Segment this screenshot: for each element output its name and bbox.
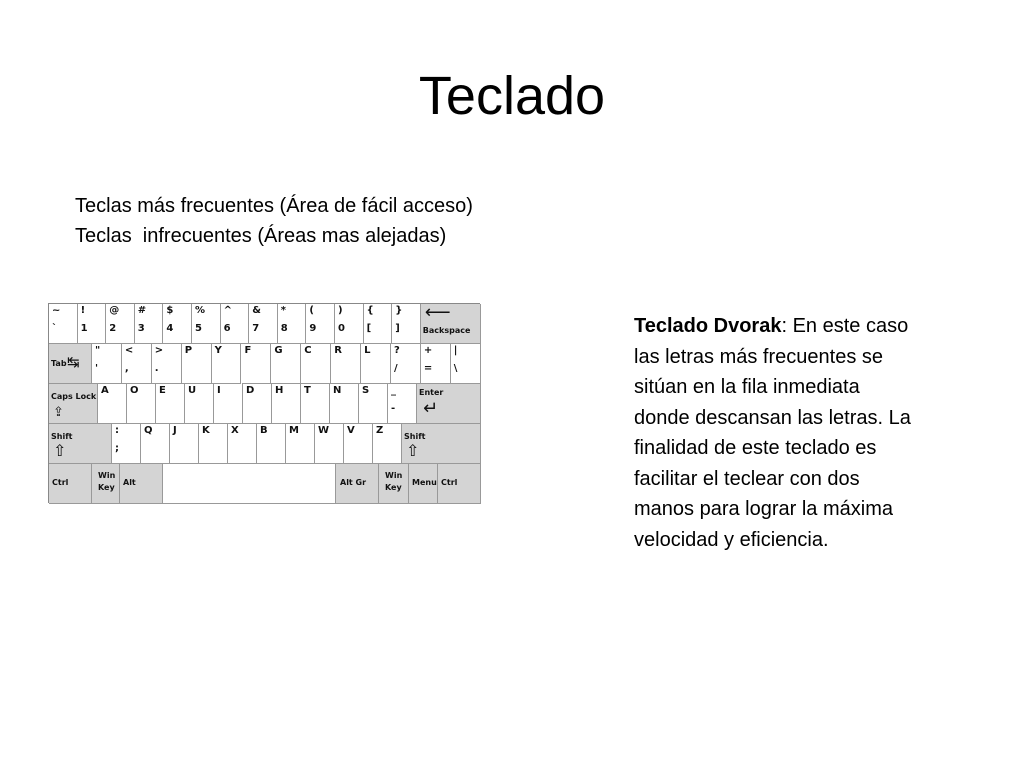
right-ctrl-label: Ctrl [441,478,458,487]
key-top-label: B [260,425,268,436]
top-row-key-u63 [391,344,421,384]
left-arrow-icon: ⟵ [424,302,451,323]
top-row-key-G [271,344,301,384]
key-top-label: Z [376,425,384,436]
key-bottom-label: = [423,363,433,374]
number-row-key-u125 [392,304,421,344]
bottom-row-key-Z [373,424,402,464]
key-top-label: S [362,385,370,396]
menu-key [409,464,438,504]
key-top-label: L [364,345,371,356]
shift-arrow-icon: ⇧ [406,441,420,460]
key-bottom-label: 4 [166,323,174,334]
key-bottom-label: ' [95,363,99,374]
backspace-label: Backspace [422,326,471,335]
right-win-top-label: Win [385,471,403,480]
top-row-key-P [182,344,212,384]
right-shift-label: Shift [404,432,426,441]
legend-line-infrequent: Teclas infrecuentes (Áreas mas alejadas) [75,225,447,247]
bottom-row-key-W [315,424,344,464]
home-row-key-U [185,384,214,424]
right-win-bottom-label: Key [385,483,402,492]
top-row-key-C [301,344,331,384]
top-row-key-R [331,344,361,384]
key-top-label: N [333,385,342,396]
bottom-row-key-u58 [112,424,141,464]
left-shift-key [49,424,112,464]
right-win-key [379,464,409,504]
left-win-key [92,464,120,504]
bottom-row-key-B [257,424,286,464]
key-bottom-label: . [154,363,159,374]
top-row-key-u43 [421,344,451,384]
key-top-label: A [101,385,109,396]
number-row-key-u38 [249,304,278,344]
number-row-key-u33 [78,304,107,344]
alt-gr-label: Alt Gr [340,478,367,487]
key-top-label: ) [338,305,343,316]
top-row-key-F [242,344,272,384]
left-shift-label: Shift [51,432,73,441]
key-top-label: } [395,305,403,316]
key-top-label: _ [391,385,396,396]
space-bar [163,464,336,504]
key-top-label: E [159,385,166,396]
key-top-label: D [246,385,255,396]
key-top-label: H [275,385,284,396]
key-top-label: * [280,305,287,316]
slide-title: Teclado [418,66,606,126]
key-bottom-label: 8 [280,323,288,334]
key-top-label: O [130,385,139,396]
key-bottom-label: 1 [80,323,88,334]
caps-lock-key [49,384,98,424]
key-bottom-label: 2 [109,323,117,334]
key-top-label: ? [394,345,400,356]
key-top-label: ^ [223,305,232,316]
key-top-label: " [95,345,101,356]
number-row-key-u35 [135,304,164,344]
top-row-key-u60 [122,344,152,384]
key-bottom-label: ; [115,443,119,454]
number-row-key-u94 [221,304,250,344]
enter-key [417,384,481,424]
top-row-key-u124 [451,344,481,384]
key-top-label: + [423,345,433,356]
home-row-key-N [330,384,359,424]
key-top-label: J [173,425,177,436]
number-row-key-u36 [163,304,192,344]
number-row-key-u126 [49,304,78,344]
shift-arrow-icon: ⇧ [53,441,67,460]
home-row-key-A [98,384,127,424]
key-top-label: : [115,425,119,436]
key-top-label: ( [309,305,314,316]
key-top-label: @ [109,305,120,316]
tab-arrows-icon: ↹ [67,353,80,371]
key-bottom-label: \ [453,363,458,374]
number-row-key-u40 [306,304,335,344]
key-top-label: % [195,305,206,316]
home-row-key-I [214,384,243,424]
key-bottom-label: 5 [195,323,202,334]
key-bottom-label: 3 [137,323,145,334]
key-bottom-label: 0 [338,323,345,334]
key-top-label: & [252,305,261,316]
key-top-label: W [318,425,330,436]
key-top-label: V [347,425,355,436]
left-alt-label: Alt [123,478,136,487]
top-row-key-u62 [152,344,182,384]
key-top-label: { [366,305,374,316]
tab-label: Tab [51,359,67,368]
top-row-key-L [361,344,391,384]
enter-label: Enter [419,388,444,397]
caps-lock-label: Caps Lock [51,392,97,401]
key-top-label: U [188,385,197,396]
menu-label: Menu [412,478,437,487]
number-row-key-u123 [364,304,393,344]
right-ctrl-key [438,464,481,504]
key-bottom-label: ] [395,323,400,334]
number-row-key-u37 [192,304,221,344]
top-row-key-Y [212,344,242,384]
bottom-row-key-Q [141,424,170,464]
key-top-label: # [137,305,147,316]
key-top-label: | [453,345,458,356]
dvorak-description-text: : En este caso las letras más frecuentes se sitúan en la fila inmediata donde descansan las letras. La finalidad de este teclado es facilitar el teclear con dos manos para lograr la máxima velocidad y eficiencia. [634,315,911,551]
key-top-label: I [217,385,221,396]
key-top-label: R [334,345,342,356]
right-shift-key [402,424,481,464]
key-top-label: M [289,425,299,436]
key-bottom-label: 6 [223,323,231,334]
bottom-row-key-M [286,424,315,464]
enter-arrow-icon: ↵ [423,398,439,419]
left-ctrl-key [49,464,92,504]
number-row-key-u41 [335,304,364,344]
bottom-row-key-K [199,424,228,464]
home-row-key-E [156,384,185,424]
legend [75,191,473,251]
key-top-label: C [304,345,312,356]
key-top-label: $ [166,305,174,316]
caps-lock-icon: ⇪ [53,405,64,420]
home-row-key-T [301,384,330,424]
bottom-row-key-J [170,424,199,464]
key-bottom-label: [ [366,323,372,334]
top-row-key-u34 [92,344,122,384]
dvorak-heading: Teclado Dvorak [634,315,782,337]
key-bottom-label: / [394,363,398,374]
home-row-key-D [243,384,272,424]
key-top-label: > [154,345,164,356]
key-top-label: T [304,385,311,396]
key-bottom-label: 9 [309,323,317,334]
backspace-key [421,304,481,344]
home-row-key-H [272,384,301,424]
key-top-label: X [231,425,239,436]
key-top-label: G [274,345,283,356]
key-top-label: P [184,345,193,356]
key-top-label: < [124,345,134,356]
key-top-label: ! [80,305,86,316]
bottom-row-key-X [228,424,257,464]
bottom-row-key-V [344,424,373,464]
home-row-key-O [127,384,156,424]
left-ctrl-label: Ctrl [52,478,69,487]
home-row-key-u95 [388,384,417,424]
dvorak-description [634,311,919,555]
left-win-bottom-label: Key [98,483,115,492]
key-top-label: F [244,345,252,356]
key-bottom-label: , [124,363,129,374]
home-row-key-S [359,384,388,424]
left-alt-key [120,464,163,504]
left-win-top-label: Win [98,471,116,480]
key-bottom-label: 7 [252,323,260,334]
number-row-key-u42 [278,304,307,344]
key-top-label: K [202,425,210,436]
key-top-label: Q [144,425,153,436]
number-row-key-u64 [106,304,135,344]
legend-line-frequent: Teclas más frecuentes (Área de fácil acceso) [75,195,473,217]
key-top-label: Y [214,345,222,356]
key-bottom-label: ` [52,323,57,334]
dvorak-keyboard-image [48,303,480,503]
key-top-label: ~ [52,305,61,316]
key-bottom-label: - [391,403,396,414]
alt-gr-key [336,464,379,504]
tab-key [49,344,92,384]
